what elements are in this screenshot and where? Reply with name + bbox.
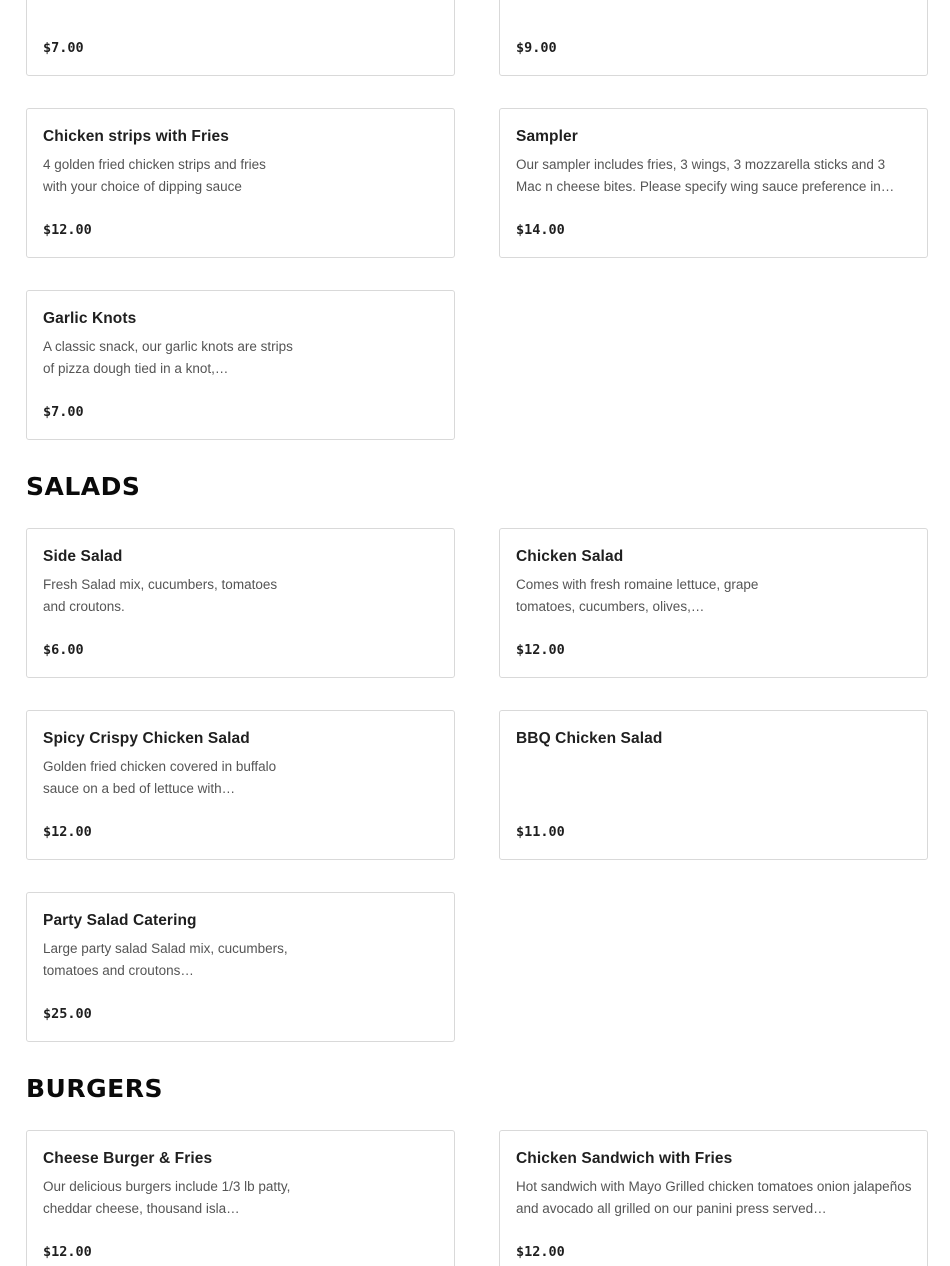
item-description	[516, 756, 766, 800]
item-description: Comes with fresh romaine lettuce, grape tomatoes, cucumbers, olives,…	[516, 577, 759, 614]
menu-item-card[interactable]	[26, 528, 455, 678]
item-description: Our delicious burgers include 1/3 lb patty, cheddar cheese, thousand isla…	[43, 1179, 291, 1216]
item-price: $12.00	[43, 1244, 92, 1260]
item-name: Side Salad	[43, 548, 123, 565]
item-price: $7.00	[43, 404, 84, 420]
menu-item-card[interactable]	[499, 0, 928, 76]
item-price: $25.00	[43, 1006, 92, 1022]
item-name: Garlic Knots	[43, 310, 137, 327]
menu-item-card[interactable]	[499, 1130, 928, 1266]
item-price: $9.00	[516, 40, 557, 56]
item-description: Large party salad Salad mix, cucumbers, tomatoes and croutons…	[43, 941, 288, 978]
item-name: Cheese Burger & Fries	[43, 1150, 213, 1167]
menu-item-card[interactable]	[26, 892, 455, 1042]
item-name: Party Salad Catering	[43, 912, 197, 929]
item-price: $12.00	[43, 824, 92, 840]
menu-item-card[interactable]	[499, 108, 928, 258]
item-name: Chicken Sandwich with Fries	[516, 1150, 733, 1167]
item-description: A classic snack, our garlic knots are strips of pizza dough tied in a knot,…	[43, 339, 293, 376]
item-description: Fresh Salad mix, cucumbers, tomatoes and croutons.	[43, 577, 278, 614]
menu-item-card[interactable]	[499, 528, 928, 678]
item-price: $12.00	[516, 1244, 565, 1260]
item-name: Chicken strips with Fries	[43, 128, 229, 145]
item-description: Our sampler includes fries, 3 wings, 3 mozzarella sticks and 3 Mac n cheese bites. Please specify wing sauce preference in…	[516, 157, 895, 194]
menu-item-card[interactable]	[26, 710, 455, 860]
item-price: $7.00	[43, 40, 84, 56]
item-description: Golden fried chicken covered in buffalo sauce on a bed of lettuce with…	[43, 759, 277, 796]
menu-item-card[interactable]	[26, 1130, 455, 1266]
item-name: Sampler	[516, 128, 578, 145]
item-name: Spicy Crispy Chicken Salad	[43, 730, 250, 747]
menu-item-card[interactable]	[26, 290, 455, 440]
item-price: $6.00	[43, 642, 84, 658]
item-name: BBQ Chicken Salad	[516, 730, 663, 747]
section-title-salads: SALADS	[26, 472, 141, 501]
item-name: Chicken Salad	[516, 548, 624, 565]
item-price: $12.00	[516, 642, 565, 658]
item-description: Hot sandwich with Mayo Grilled chicken tomatoes onion jalapeños and avocado all grilled on our panini press served…	[516, 1179, 912, 1216]
item-price: $11.00	[516, 824, 565, 840]
item-description: 4 golden fried chicken strips and fries with your choice of dipping sauce	[43, 157, 266, 194]
menu-item-card[interactable]	[26, 0, 455, 76]
menu-item-card[interactable]	[26, 108, 455, 258]
item-price: $12.00	[43, 222, 92, 238]
menu-item-card[interactable]	[499, 710, 928, 860]
section-title-burgers: BURGERS	[26, 1074, 163, 1103]
item-price: $14.00	[516, 222, 565, 238]
